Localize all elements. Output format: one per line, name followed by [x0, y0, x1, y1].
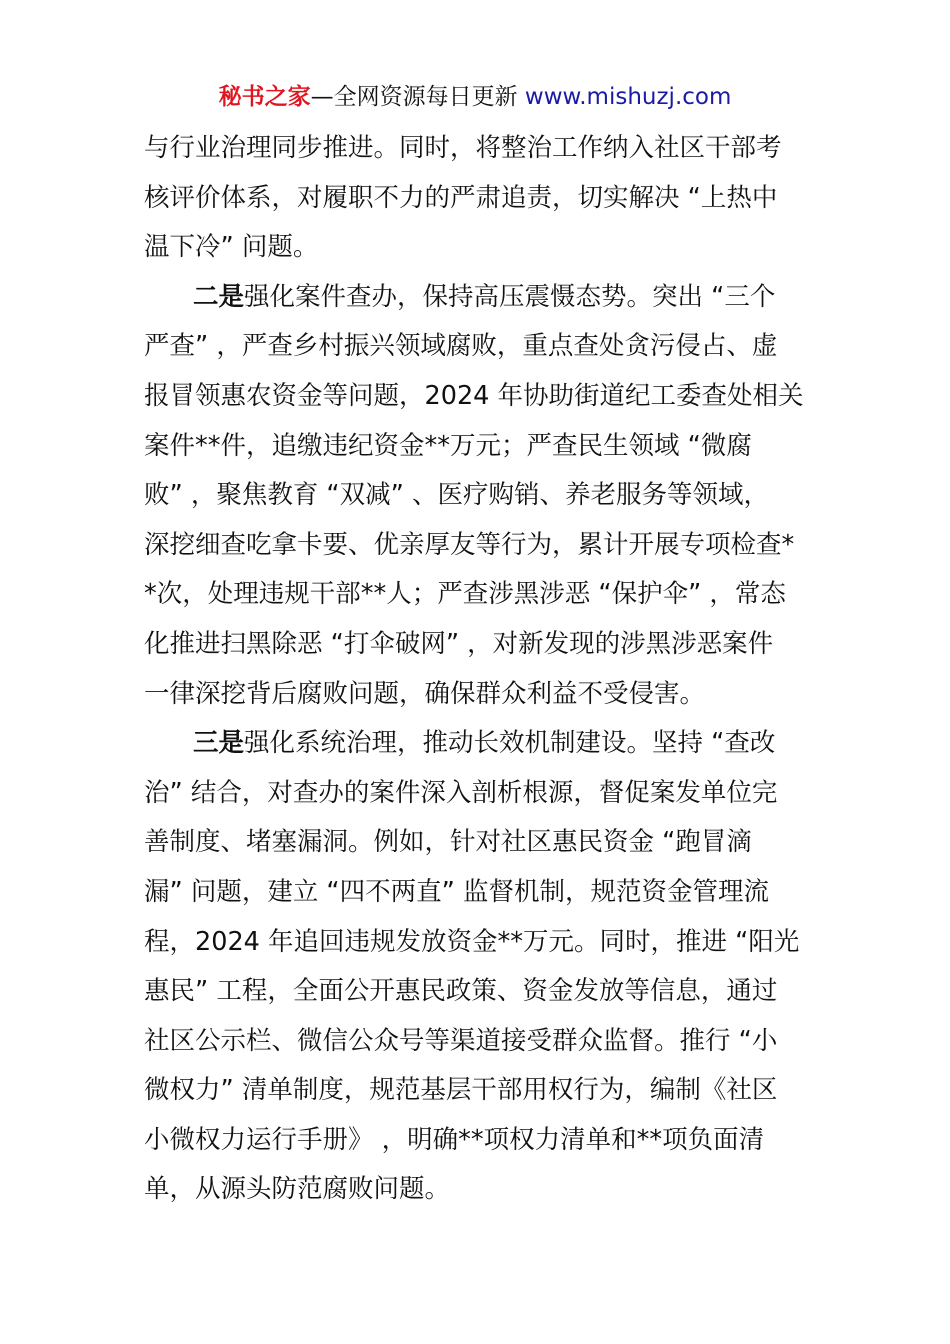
- text-line: 报冒领惠农资金等问题，2024 年协助街道纪工委查处相关: [144, 380, 804, 411]
- site-header: [0, 80, 950, 114]
- text-line: 严查” ，严查乡村振兴领域腐败，重点查处贪污侵占、虚: [144, 331, 778, 362]
- text-line: *次，处理违规干部**人；严查涉黑涉恶 “保护伞” ，常态: [144, 579, 786, 610]
- text-line: 案件**件，追缴违纪资金**万元；严查民生领域 “微腐: [144, 430, 752, 461]
- text-line: 核评价体系，对履职不力的严肃追责，切实解决 “上热中: [144, 182, 778, 213]
- paragraph-system-governance: [144, 719, 810, 1215]
- text-line: 程，2024 年追回违规发放资金**万元。同时，推进 “阳光: [144, 926, 800, 957]
- text-line: 社区公示栏、微信公众号等渠道接受群众监督。推行 “小: [144, 1025, 778, 1056]
- document-body: [144, 124, 810, 1215]
- text-line: 深挖细查吃拿卡要、优亲厚友等行为，累计开展专项检查*: [144, 529, 795, 560]
- paragraph-lead: 三是: [193, 728, 245, 759]
- text-line: 与行业治理同步推进。同时，将整治工作纳入社区干部考: [144, 133, 782, 163]
- text-line: 小微权力运行手册》 ，明确**项权力清单和**项负面清: [144, 1124, 765, 1155]
- site-url-link[interactable]: www.mishuzj.com: [524, 84, 732, 110]
- text-line: 治” 结合，对查办的案件深入剖析根源，督促案发单位完: [144, 777, 778, 808]
- text-line: 惠民” 工程，全面公开惠民政策、资金发放等信息，通过: [144, 976, 778, 1007]
- text-line: 化推进扫黑除恶 “打伞破网” ，对新发现的涉黑涉恶案件: [144, 628, 774, 659]
- text-line-content: 强化系统治理，推动长效机制建设。坚持 “查改: [244, 728, 776, 759]
- paragraph-continuation: [144, 124, 810, 273]
- text-line: 败” ，聚焦教育 “双减” 、医疗购销、养老服务等领域，: [144, 480, 769, 511]
- text-line: 微权力” 清单制度，规范基层干部用权行为，编制《社区: [144, 1075, 778, 1106]
- text-line: 漏” 问题，建立 “四不两直” 监督机制，规范资金管理流: [144, 876, 769, 907]
- text-line: [144, 273, 810, 323]
- text-line: [144, 719, 810, 769]
- paragraph-case-handling: [144, 273, 810, 719]
- text-line-content: 强化案件查办，保持高压震慑态势。突出 “三个: [244, 281, 776, 312]
- text-line: 善制度、堵塞漏洞。例如，针对社区惠民资金 “跑冒滴: [144, 827, 752, 858]
- paragraph-lead: 二是: [193, 281, 245, 312]
- header-tagline: —全网资源每日更新: [310, 84, 518, 110]
- brand-name: 秘书之家: [218, 84, 311, 110]
- text-line: 温下冷” 问题。: [144, 232, 319, 263]
- text-line: 单，从源头防范腐败问题。: [144, 1174, 451, 1205]
- text-line: 一律深挖背后腐败问题，确保群众利益不受侵害。: [144, 678, 706, 709]
